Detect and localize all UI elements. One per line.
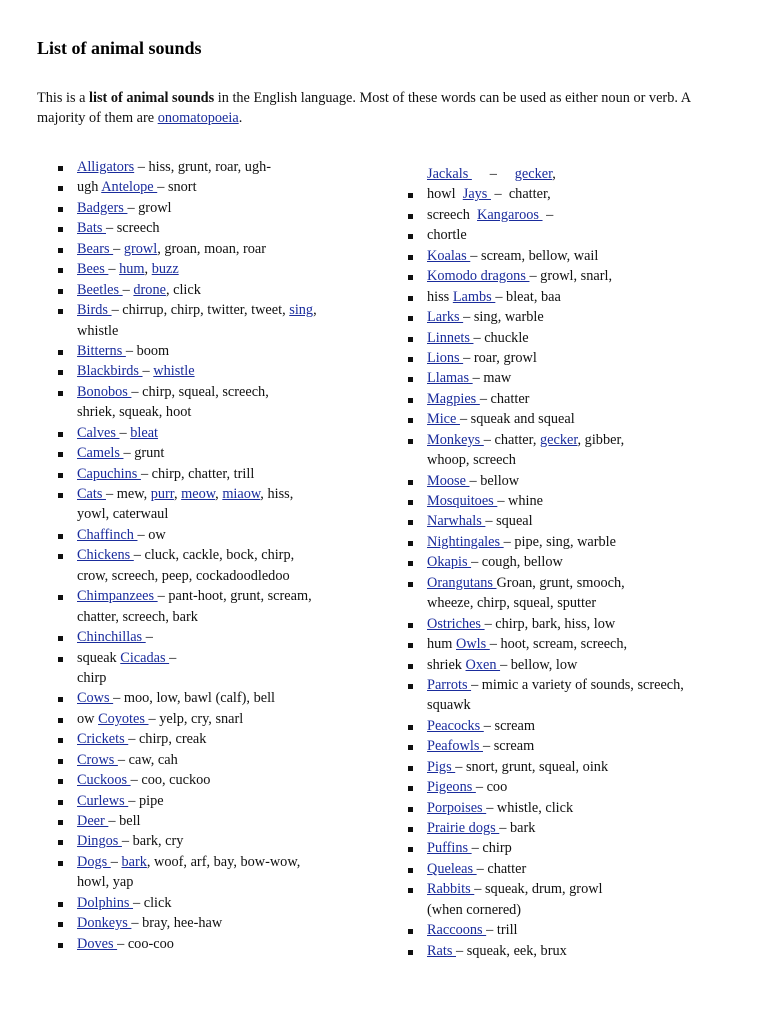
raccoons-link[interactable]: Raccoons [427, 922, 487, 939]
item-text: – bray, hee-haw [131, 915, 223, 932]
item-text: – chirp, squeal, screech, [131, 383, 269, 400]
item-text: – screech [106, 220, 160, 237]
sing-link[interactable]: sing [289, 302, 314, 319]
item-text: screech [427, 206, 478, 223]
item-text: , click [165, 281, 201, 298]
intro-text-3: . [238, 110, 243, 126]
item-text: – snort, grunt, squeal, oink [455, 758, 609, 775]
list-item [406, 184, 726, 204]
item-text: crow, screech, peep, cockadoodledoo [77, 567, 290, 584]
item-text: – chirp, creak [128, 731, 207, 748]
item-text: – whistle, click [486, 799, 574, 816]
lions-link[interactable]: Lions [427, 349, 464, 366]
item-text: – chuckle [473, 329, 529, 346]
dingos-link[interactable]: Dingos [77, 833, 122, 850]
intro-paragraph [37, 88, 727, 128]
buzz-link[interactable]: buzz [151, 261, 179, 278]
list-item [56, 750, 346, 770]
list-item [406, 573, 726, 593]
item-text: – [122, 281, 134, 298]
prairie-dogs-link[interactable]: Prairie dogs [427, 820, 500, 836]
chinchillas-link[interactable]: Chinchillas [77, 629, 146, 646]
item-text: – [108, 261, 120, 278]
deer-link[interactable]: Deer [77, 813, 109, 829]
list-item [406, 593, 726, 613]
puffins-link[interactable]: Puffins [427, 840, 472, 857]
item-text: – pipe [128, 792, 164, 809]
item-text: , woof, arf, bay, bow-wow, [146, 853, 301, 870]
list-item [406, 818, 726, 838]
list-item [406, 287, 726, 307]
list-item [406, 614, 726, 634]
item-text: – pipe, sing, warble [503, 533, 617, 550]
intro-text-2: in the English language. Most of these words can be used as either noun or verb. A majority of them are [37, 90, 691, 126]
orangutans-link[interactable]: Orangutans [427, 574, 497, 591]
camels-link[interactable]: Camels [77, 445, 124, 462]
intro-text-1: This is a [37, 90, 90, 106]
hum-link[interactable]: hum [119, 261, 145, 278]
item-text: – [110, 853, 122, 870]
rats-link[interactable]: Rats [427, 942, 456, 959]
dolphins-link[interactable]: Dolphins [77, 894, 134, 911]
list-item [406, 655, 726, 675]
intro-bold-term: list of animal sounds [89, 90, 215, 106]
item-text: – cluck, cackle, bock, chirp, [133, 547, 295, 564]
bitterns-link[interactable]: Bitterns [77, 342, 126, 359]
drone-link[interactable]: drone [133, 281, 166, 298]
porpoises-link[interactable]: Porpoises [427, 799, 487, 816]
item-text: – roar, growl [463, 349, 537, 366]
item-text: – sing, warble [463, 309, 544, 326]
blackbirds-link[interactable]: Blackbirds [77, 363, 143, 380]
mice-link[interactable]: Mice [427, 411, 460, 428]
chaffinch-link[interactable]: Chaffinch [77, 526, 138, 543]
item-text: – caw, cah [117, 751, 178, 768]
item-text: – coo-coo [117, 935, 174, 952]
list-item [406, 798, 726, 818]
list-item [56, 259, 346, 279]
item-text: Groan, grunt, smooch, [496, 574, 625, 591]
donkeys-link[interactable]: Donkeys [77, 915, 132, 932]
list-item [406, 266, 726, 286]
item-text: – pant-hoot, grunt, scream, [157, 588, 312, 605]
list-item [56, 852, 346, 872]
item-text: – grunt [123, 445, 165, 462]
item-text: – moo, low, bawl (calf), bell [113, 690, 276, 707]
list-item [56, 791, 346, 811]
item-text: – squeal [485, 513, 533, 530]
onomatopoeia-link[interactable]: onomatopoeia [157, 110, 239, 126]
list-item [406, 532, 726, 552]
bark-link[interactable]: bark [121, 853, 147, 870]
item-text: – [119, 424, 131, 441]
list-item [56, 321, 346, 341]
item-text: , [552, 166, 556, 182]
gecker-link[interactable]: gecker [540, 431, 578, 448]
list-item [406, 757, 726, 777]
list-item [56, 464, 346, 484]
item-text: – bleat, baa [495, 288, 561, 305]
list-item [56, 729, 346, 749]
list-item [56, 770, 346, 790]
doves-link[interactable]: Doves [77, 935, 118, 952]
item-text: – squeak and squeal [459, 411, 575, 428]
item-text: – hoot, scream, screech, [489, 636, 628, 653]
item-text: – [169, 649, 177, 666]
item-text: hum [427, 636, 456, 653]
list-item [406, 838, 726, 858]
dogs-link[interactable]: Dogs [77, 853, 111, 870]
item-text: – trill [486, 922, 518, 939]
cicadas-link[interactable]: Cicadas [120, 649, 170, 666]
list-item [406, 307, 726, 327]
calves-link[interactable]: Calves [77, 424, 120, 441]
list-item [56, 872, 346, 892]
list-item [56, 423, 346, 443]
queleas-link[interactable]: Queleas [427, 860, 477, 877]
list-item [56, 913, 346, 933]
chickens-link[interactable]: Chickens [77, 547, 134, 564]
item-text: chortle [427, 227, 467, 244]
item-text: – [145, 629, 153, 646]
list-item [56, 525, 346, 545]
ostriches-link[interactable]: Ostriches [427, 615, 485, 632]
list-item [56, 586, 346, 606]
narwhals-link[interactable]: Narwhals [427, 513, 486, 530]
item-text: – chatter [479, 390, 530, 407]
list-item [56, 402, 346, 422]
chimpanzees-link[interactable]: Chimpanzees [77, 588, 158, 605]
kangaroos-link[interactable]: Kangaroos [477, 206, 543, 223]
item-text: – bark [499, 820, 536, 836]
list-item [406, 941, 726, 961]
item-text: , [313, 302, 317, 319]
komodo-dragons-link[interactable]: Komodo dragons [427, 268, 530, 285]
item-text: – scream [483, 717, 535, 734]
lambs-link[interactable]: Lambs [452, 288, 496, 305]
jackals-link[interactable]: Jackals [427, 166, 472, 182]
item-text: – mew, [106, 486, 151, 502]
item-text: – cough, bellow [471, 554, 563, 571]
alligators-link[interactable]: Alligators [77, 159, 135, 175]
bears-link[interactable]: Bears [77, 240, 114, 257]
list-item [56, 709, 346, 729]
item-text: squeak [77, 649, 121, 666]
bleat-link[interactable]: bleat [130, 424, 159, 441]
list-item [56, 218, 346, 238]
item-text: – maw [472, 370, 512, 387]
item-text: , gibber, [577, 431, 625, 448]
jays-link[interactable]: Jays [462, 186, 491, 203]
list-item [406, 389, 726, 409]
list-item [406, 736, 726, 756]
item-text: hiss [427, 288, 453, 305]
list-item [56, 239, 346, 259]
beetles-link[interactable]: Beetles [77, 281, 123, 298]
linnets-link[interactable]: Linnets [427, 329, 474, 346]
oxen-link[interactable]: Oxen [465, 656, 501, 673]
item-text: chatter, screech, bark [77, 608, 198, 625]
item-text: – bark, cry [121, 833, 184, 850]
list-item [56, 934, 346, 954]
capuchins-link[interactable]: Capuchins [77, 465, 141, 482]
list-item [56, 688, 346, 708]
item-text: – growl, snarl, [529, 268, 613, 285]
item-text: – coo [475, 779, 508, 796]
item-text: – scream [483, 738, 535, 755]
larks-link[interactable]: Larks [427, 309, 464, 326]
item-text: – coo, cuckoo [130, 772, 211, 789]
item-text: – yelp, cry, snarl [148, 710, 244, 727]
llamas-link[interactable]: Llamas [427, 370, 473, 387]
item-text: – squeak, eek, brux [456, 942, 567, 959]
item-text: wheeze, chirp, squeal, sputter [427, 595, 597, 612]
list-item [406, 511, 726, 531]
item-text: – chirp, bark, hiss, low [484, 615, 616, 632]
list-item [56, 341, 346, 361]
peacocks-link[interactable]: Peacocks [427, 717, 484, 734]
list-item [56, 177, 346, 197]
peafowls-link[interactable]: Peafowls [427, 738, 483, 755]
item-text: – hiss, grunt, roar, ugh- [134, 159, 272, 175]
crows-link[interactable]: Crows [77, 751, 118, 768]
item-text: – chirrup, chirp, twitter, tweet, [111, 302, 290, 319]
list-item [56, 831, 346, 851]
magpies-link[interactable]: Magpies [427, 390, 480, 407]
item-text: howl [427, 186, 463, 203]
list-item [406, 205, 726, 225]
item-text: – chirp, chatter, trill [140, 465, 255, 482]
list-item [406, 348, 726, 368]
list-item [56, 280, 346, 300]
list-item [406, 164, 726, 184]
badgers-link[interactable]: Badgers [77, 199, 128, 216]
item-text: , hiss, [260, 486, 294, 502]
curlews-link[interactable]: Curlews [77, 792, 129, 809]
item-text: – bellow, low [500, 656, 578, 673]
item-text: – boom [125, 342, 170, 359]
list-item [406, 225, 726, 245]
item-text: – chirp [471, 840, 512, 857]
monkeys-link[interactable]: Monkeys [427, 431, 484, 448]
list-item [56, 504, 346, 524]
list-item [406, 552, 726, 572]
list-item [406, 491, 726, 511]
item-text: ow [77, 710, 99, 727]
pigeons-link[interactable]: Pigeons [427, 779, 476, 796]
rabbits-link[interactable]: Rabbits [427, 881, 475, 898]
list-item [56, 627, 346, 647]
meow-link[interactable]: meow [181, 486, 216, 502]
list-item [406, 450, 726, 470]
cats-link[interactable]: Cats [77, 486, 106, 502]
item-text: – chatter, [490, 186, 551, 203]
list-item [56, 484, 346, 504]
item-text: , [173, 486, 182, 502]
item-text: – [542, 206, 554, 223]
koalas-link[interactable]: Koalas [427, 247, 471, 264]
item-text: – bell [108, 813, 141, 829]
animal-list-column-right [406, 164, 726, 961]
nightingales-link[interactable]: Nightingales [427, 533, 504, 550]
item-text: , [144, 261, 152, 278]
item-text: – bellow [469, 472, 520, 489]
cows-link[interactable]: Cows [77, 690, 114, 707]
okapis-link[interactable]: Okapis [427, 554, 472, 571]
list-item [406, 859, 726, 879]
item-text: howl, yap [77, 874, 134, 891]
parrots-link[interactable]: Parrots [427, 676, 472, 693]
item-text: – [142, 363, 154, 380]
coyotes-link[interactable]: Coyotes [98, 710, 149, 727]
growl-link[interactable]: growl [123, 240, 158, 257]
list-item [56, 648, 346, 668]
item-text: chirp [77, 669, 107, 686]
item-text: yowl, caterwaul [77, 506, 169, 523]
list-item [406, 328, 726, 348]
list-item [406, 368, 726, 388]
list-item [406, 879, 726, 899]
list-item [56, 382, 346, 402]
list-item [56, 811, 346, 831]
item-text: whistle [77, 322, 119, 339]
animal-list-column-left [56, 157, 346, 954]
item-text: – click [133, 894, 172, 911]
bonobos-link[interactable]: Bonobos [77, 383, 132, 400]
list-item [56, 157, 346, 177]
item-text: shriek, squeak, hoot [77, 404, 192, 421]
list-item [406, 430, 726, 450]
item-text: – chatter, [483, 431, 540, 448]
bees-link[interactable]: Bees [77, 261, 109, 278]
list-item [56, 361, 346, 381]
item-text: ugh [77, 179, 102, 196]
owls-link[interactable]: Owls [456, 636, 490, 653]
item-text: shriek [427, 656, 466, 673]
list-item [406, 920, 726, 940]
list-item [406, 409, 726, 429]
list-item [406, 634, 726, 654]
item-text: – [471, 166, 515, 182]
item-text: – ow [137, 526, 166, 543]
list-item [406, 246, 726, 266]
pigs-link[interactable]: Pigs [427, 758, 456, 775]
item-text: , [215, 486, 223, 502]
item-text: whoop, screech [427, 452, 516, 469]
item-text: – chatter [476, 860, 527, 877]
gecker-link[interactable]: gecker [514, 166, 553, 182]
item-text: – growl [127, 199, 172, 216]
item-text: – mimic a variety of sounds, screech, [471, 676, 684, 693]
list-item [56, 443, 346, 463]
list-item [56, 300, 346, 320]
crickets-link[interactable]: Crickets [77, 731, 129, 748]
list-item [56, 198, 346, 218]
list-item [406, 777, 726, 797]
list-item [56, 607, 346, 627]
item-text: (when cornered) [427, 901, 522, 918]
list-item [406, 716, 726, 736]
miaow-link[interactable]: miaow [222, 486, 261, 502]
list-item [56, 893, 346, 913]
mosquitoes-link[interactable]: Mosquitoes [427, 493, 498, 509]
list-item [406, 900, 726, 920]
page-title: List of animal sounds [37, 38, 202, 58]
list-item [56, 545, 346, 565]
birds-link[interactable]: Birds [77, 302, 112, 319]
purr-link[interactable]: purr [150, 486, 174, 502]
item-text: – snort [157, 179, 197, 196]
list-item [406, 675, 726, 695]
moose-link[interactable]: Moose [427, 472, 470, 489]
whistle-link[interactable]: whistle [153, 363, 195, 380]
list-item [56, 668, 346, 688]
item-text: – whine [497, 493, 543, 509]
list-item [406, 695, 726, 715]
antelope-link[interactable]: Antelope [101, 179, 158, 196]
item-text: squawk [427, 697, 471, 714]
item-text: – [113, 240, 124, 257]
item-text: – squeak, drum, growl [474, 881, 603, 898]
cuckoos-link[interactable]: Cuckoos [77, 772, 131, 789]
list-item [406, 471, 726, 491]
item-text: , groan, moan, roar [157, 240, 267, 257]
item-text: – scream, bellow, wail [470, 247, 599, 264]
bats-link[interactable]: Bats [77, 220, 106, 237]
list-item [56, 566, 346, 586]
